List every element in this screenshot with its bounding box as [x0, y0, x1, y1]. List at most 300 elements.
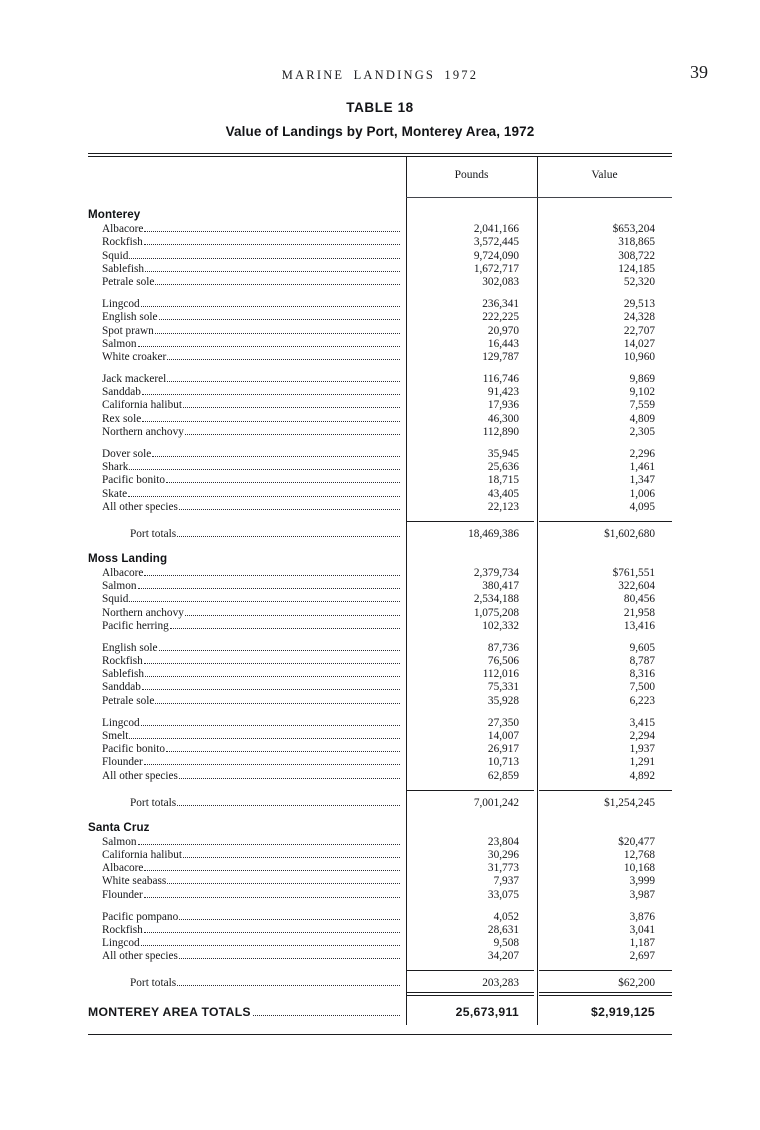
row-value-cell: 2,697 — [629, 950, 655, 963]
grand-spacer — [88, 996, 672, 1003]
row-species-label: Squid — [102, 249, 129, 262]
port-totals-label: Port totals — [130, 977, 177, 990]
row-value-cell: 1,461 — [629, 461, 655, 474]
table-row — [88, 937, 672, 950]
table-row — [88, 681, 672, 694]
row-pounds-cell: 35,945 — [487, 448, 519, 460]
column-header-value: Value — [591, 169, 618, 182]
totals-rule-value — [539, 970, 672, 971]
table-row — [88, 950, 672, 963]
totals-rule-value — [539, 521, 672, 522]
row-value-cell: 10,960 — [623, 350, 655, 363]
group-spacer — [88, 633, 672, 642]
port-name-heading: Monterey — [88, 208, 141, 222]
leader-dots — [144, 656, 400, 664]
row-species-label: California halibut — [102, 399, 182, 412]
leader-dots — [185, 608, 400, 616]
row-species-cell — [102, 911, 400, 923]
row-species-cell — [102, 276, 400, 288]
row-species-cell — [102, 607, 400, 619]
leader-dots — [167, 352, 400, 360]
grand-total-label: MONTEREY AREA TOTALS — [88, 1005, 251, 1020]
leader-dots — [253, 1008, 400, 1016]
row-species-cell — [102, 620, 400, 632]
table-row — [88, 593, 672, 606]
row-species-label: Petrale sole — [102, 275, 155, 288]
row-value-cell: 1,291 — [629, 756, 655, 769]
leader-dots — [144, 890, 400, 898]
row-pounds-cell: 102,332 — [482, 619, 519, 632]
leader-dots — [177, 979, 400, 987]
leader-dots — [142, 414, 400, 422]
leader-dots — [185, 427, 400, 435]
row-value-cell: $653,204 — [612, 223, 655, 236]
row-value-cell: 22,707 — [623, 324, 655, 337]
row-value-cell: 9,869 — [629, 373, 655, 386]
row-value-cell: 3,876 — [629, 910, 655, 923]
row-value-cell: 14,027 — [623, 337, 655, 350]
row-species-label: Squid — [102, 593, 129, 606]
table-row — [88, 461, 672, 474]
row-species-label: Northern anchovy — [102, 606, 184, 619]
totals-rule-value — [539, 790, 672, 791]
row-species-label: Pacific pompano — [102, 910, 179, 923]
row-species-label: White seabass — [102, 875, 167, 888]
row-species-cell — [102, 756, 400, 768]
table-row — [88, 862, 672, 875]
row-value-cell: 12,768 — [623, 848, 655, 861]
grand-rule-pounds — [406, 992, 534, 996]
row-value-cell: 3,041 — [629, 923, 655, 936]
row-pounds-cell: 35,928 — [487, 694, 519, 707]
row-species-cell — [102, 668, 400, 680]
row-pounds-cell: 87,736 — [487, 641, 519, 654]
row-species-cell — [102, 770, 400, 782]
leader-dots — [142, 387, 400, 395]
port-totals-pounds: 203,283 — [482, 977, 519, 990]
table-row — [88, 756, 672, 769]
row-species-cell — [102, 236, 400, 248]
row-pounds-cell: 75,331 — [487, 681, 519, 694]
row-species-label: Spot prawn — [102, 324, 154, 337]
table-row — [88, 276, 672, 289]
table-row — [88, 849, 672, 862]
running-head: MARINE LANDINGS 1972 — [281, 68, 479, 82]
port-totals-row — [88, 528, 672, 543]
leader-dots — [129, 731, 400, 739]
leader-dots — [129, 462, 400, 470]
row-species-cell — [102, 298, 400, 310]
row-pounds-cell: 20,970 — [487, 324, 519, 337]
row-species-cell — [102, 862, 400, 874]
row-species-cell — [102, 413, 400, 425]
leader-dots — [145, 669, 400, 677]
row-value-cell: 124,185 — [618, 262, 655, 275]
row-species-label: Albacore — [102, 566, 144, 579]
row-species-label: White croaker — [102, 350, 167, 363]
port-totals-value: $1,602,680 — [604, 527, 655, 540]
post-rule-spacer — [88, 970, 672, 977]
row-value-cell: 2,296 — [629, 448, 655, 460]
row-species-cell — [102, 849, 400, 861]
row-pounds-cell: 31,773 — [487, 862, 519, 875]
row-pounds-cell: 91,423 — [487, 386, 519, 399]
table-row — [88, 351, 672, 364]
table-row — [88, 338, 672, 351]
port-totals-pounds: 18,469,386 — [468, 527, 519, 540]
row-value-cell: 2,294 — [629, 730, 655, 742]
row-species-cell — [102, 461, 400, 473]
row-pounds-cell: 23,804 — [487, 835, 519, 848]
table-row — [88, 717, 672, 730]
row-species-label: All other species — [102, 500, 178, 513]
row-species-cell — [102, 836, 400, 848]
row-species-cell — [102, 250, 400, 262]
row-species-cell — [102, 655, 400, 667]
table-row — [88, 250, 672, 263]
row-value-cell: 8,316 — [629, 668, 655, 681]
row-species-cell — [102, 937, 400, 949]
row-value-cell: 1,006 — [629, 487, 655, 500]
table-number: TABLE 18 — [346, 100, 414, 115]
row-value-cell: 80,456 — [623, 593, 655, 606]
grand-total-pounds: 25,673,911 — [455, 1005, 519, 1020]
row-species-label: Jack mackerel — [102, 373, 167, 386]
row-species-label: Pacific bonito — [102, 743, 166, 756]
row-species-label: English sole — [102, 311, 158, 324]
row-species-cell — [102, 426, 400, 438]
table-row — [88, 695, 672, 708]
row-value-cell: 322,604 — [618, 580, 655, 593]
leader-dots — [179, 502, 400, 510]
table-row — [88, 426, 672, 439]
row-species-cell — [102, 223, 400, 235]
leader-dots — [166, 476, 400, 484]
row-value-cell: 1,347 — [629, 474, 655, 487]
table-row — [88, 474, 672, 487]
totals-rule-pounds — [406, 970, 534, 971]
row-species-cell — [102, 580, 400, 592]
group-spacer — [88, 364, 672, 373]
port-totals-label: Port totals — [130, 527, 177, 540]
row-species-cell — [102, 325, 400, 337]
row-species-label: Rockfish — [102, 923, 143, 936]
row-species-cell — [102, 373, 400, 385]
leader-dots — [155, 326, 400, 334]
post-rule-spacer — [88, 521, 672, 528]
row-species-label: Albacore — [102, 862, 144, 875]
leader-dots — [128, 489, 400, 497]
row-pounds-cell: 236,341 — [482, 298, 519, 311]
row-pounds-cell: 25,636 — [487, 461, 519, 474]
row-pounds-cell: 112,016 — [482, 668, 519, 681]
row-species-label: Skate — [102, 487, 128, 500]
leader-dots — [141, 938, 400, 946]
table-row — [88, 924, 672, 937]
leader-dots — [138, 837, 400, 845]
leader-dots — [159, 313, 400, 321]
table-row — [88, 889, 672, 902]
table-row — [88, 655, 672, 668]
leader-dots — [144, 224, 400, 232]
row-pounds-cell: 26,917 — [487, 743, 519, 756]
port-totals-value: $62,200 — [618, 977, 655, 990]
row-species-cell — [102, 717, 400, 729]
row-species-cell — [102, 501, 400, 513]
row-species-cell — [102, 875, 400, 887]
port-totals-row — [88, 977, 672, 992]
row-species-label: Salmon — [102, 835, 137, 848]
leader-dots — [155, 277, 400, 285]
leader-dots — [167, 877, 400, 885]
table-header-row — [88, 157, 672, 198]
leader-dots — [183, 401, 400, 409]
leader-dots — [138, 339, 400, 347]
table-bottom-rule — [88, 1034, 672, 1035]
row-pounds-cell: 4,052 — [493, 910, 519, 923]
row-pounds-cell: 129,787 — [482, 350, 519, 363]
row-pounds-cell: 46,300 — [487, 412, 519, 425]
leader-dots — [179, 951, 400, 959]
leader-dots — [144, 925, 400, 933]
leader-dots — [159, 643, 400, 651]
row-value-cell: 308,722 — [618, 249, 655, 262]
row-species-cell — [102, 730, 400, 742]
leader-dots — [166, 744, 400, 752]
row-pounds-cell: 10,713 — [487, 756, 519, 769]
port-name-heading: Moss Landing — [88, 551, 168, 565]
leader-dots — [167, 374, 400, 382]
row-pounds-cell: 33,075 — [487, 888, 519, 901]
row-species-label: Salmon — [102, 337, 137, 350]
row-value-cell: 4,892 — [629, 769, 655, 782]
row-pounds-cell: 2,379,734 — [473, 566, 519, 579]
table-row — [88, 875, 672, 888]
row-value-cell: 8,787 — [629, 655, 655, 668]
row-species-label: Dover sole — [102, 448, 152, 460]
port-totals-pounds: 7,001,242 — [473, 796, 519, 809]
row-species-label: California halibut — [102, 848, 182, 861]
row-species-label: All other species — [102, 950, 178, 963]
table-title: Value of Landings by Port, Monterey Area, 1972 — [225, 124, 535, 139]
table-row — [88, 311, 672, 324]
port-name-heading: Santa Cruz — [88, 820, 150, 834]
leader-dots — [129, 595, 400, 603]
row-species-cell — [102, 681, 400, 693]
row-pounds-cell: 222,225 — [482, 311, 519, 324]
table-row — [88, 263, 672, 276]
row-pounds-cell: 9,724,090 — [473, 249, 519, 262]
grand-total-rules — [88, 992, 672, 996]
table-row — [88, 488, 672, 501]
row-pounds-cell: 1,672,717 — [473, 262, 519, 275]
row-value-cell: 4,095 — [629, 500, 655, 513]
group-spacer — [88, 708, 672, 717]
row-pounds-cell: 3,572,445 — [473, 236, 519, 249]
row-value-cell: 10,168 — [623, 862, 655, 875]
table-row — [88, 413, 672, 426]
leader-dots — [144, 758, 400, 766]
table-row — [88, 501, 672, 514]
row-value-cell: 29,513 — [623, 298, 655, 311]
table-row — [88, 448, 672, 461]
row-value-cell: 6,223 — [629, 694, 655, 707]
grand-total-row — [88, 1003, 672, 1023]
row-value-cell: 52,320 — [623, 275, 655, 288]
row-pounds-cell: 34,207 — [487, 950, 519, 963]
grand-rule-value — [539, 992, 672, 996]
leader-dots — [129, 251, 400, 259]
totals-rule-pounds — [406, 521, 534, 522]
table-row — [88, 373, 672, 386]
totals-spacer — [88, 514, 672, 521]
row-species-label: Sanddab — [102, 386, 141, 399]
table-row — [88, 298, 672, 311]
row-value-cell: 13,416 — [623, 619, 655, 632]
group-spacer — [88, 902, 672, 911]
row-species-label: Rex sole — [102, 412, 142, 425]
after-port-spacer — [88, 812, 672, 821]
row-species-label: Sanddab — [102, 681, 141, 694]
row-value-cell: $20,477 — [618, 835, 655, 848]
leader-dots — [170, 621, 400, 629]
row-pounds-cell: 62,859 — [487, 769, 519, 782]
row-value-cell: 24,328 — [623, 311, 655, 324]
row-species-cell — [102, 386, 400, 398]
row-species-label: Flounder — [102, 756, 143, 769]
table-row — [88, 620, 672, 633]
row-species-cell — [102, 311, 400, 323]
row-value-cell: 7,500 — [629, 681, 655, 694]
row-species-cell — [102, 950, 400, 962]
row-species-cell — [102, 567, 400, 579]
table-caption — [0, 100, 760, 139]
table-row — [88, 325, 672, 338]
row-pounds-cell: 7,937 — [493, 875, 519, 888]
row-value-cell: 3,987 — [629, 888, 655, 901]
row-pounds-cell: 43,405 — [487, 487, 519, 500]
row-value-cell: 9,102 — [629, 386, 655, 399]
totals-spacer — [88, 963, 672, 970]
row-pounds-cell: 380,417 — [482, 580, 519, 593]
table-row — [88, 911, 672, 924]
row-value-cell: 21,958 — [623, 606, 655, 619]
row-species-label: Albacore — [102, 223, 144, 236]
table-row — [88, 236, 672, 249]
table-body — [88, 198, 672, 1025]
row-value-cell: 3,999 — [629, 875, 655, 888]
row-pounds-cell: 302,083 — [482, 275, 519, 288]
leader-dots — [144, 238, 400, 246]
table-row — [88, 836, 672, 849]
port-totals-label-cell — [130, 797, 400, 809]
column-header-pounds: Pounds — [454, 169, 489, 182]
leader-dots — [138, 581, 400, 589]
leader-dots — [152, 449, 400, 457]
row-species-label: Rockfish — [102, 236, 143, 249]
page-number: 39 — [690, 62, 708, 82]
row-pounds-cell: 1,075,208 — [473, 606, 519, 619]
row-value-cell: $761,551 — [612, 566, 655, 579]
table-row — [88, 743, 672, 756]
row-species-label: Shark — [102, 461, 129, 474]
port-totals-label-cell — [130, 977, 400, 989]
row-value-cell: 4,809 — [629, 412, 655, 425]
post-rule-spacer — [88, 790, 672, 797]
table-row — [88, 223, 672, 236]
row-species-cell — [102, 593, 400, 605]
row-species-cell — [102, 448, 400, 460]
row-pounds-cell: 2,041,166 — [473, 223, 519, 236]
row-species-cell — [102, 488, 400, 500]
row-species-label: Northern anchovy — [102, 425, 184, 438]
group-spacer — [88, 439, 672, 448]
row-pounds-cell: 9,508 — [493, 937, 519, 950]
row-pounds-cell: 17,936 — [487, 399, 519, 412]
table-row — [88, 399, 672, 412]
row-species-label: Pacific herring — [102, 619, 169, 632]
row-species-label: All other species — [102, 769, 178, 782]
leader-dots — [144, 863, 400, 871]
row-pounds-cell: 76,506 — [487, 655, 519, 668]
row-species-label: Lingcod — [102, 716, 140, 729]
leader-dots — [179, 912, 400, 920]
row-species-cell — [102, 263, 400, 275]
leader-dots — [141, 299, 400, 307]
row-species-label: Sablefish — [102, 668, 145, 681]
row-pounds-cell: 22,123 — [487, 500, 519, 513]
row-species-label: Petrale sole — [102, 694, 155, 707]
row-species-label: Flounder — [102, 888, 143, 901]
row-value-cell: 2,305 — [629, 425, 655, 438]
row-pounds-cell: 30,296 — [487, 848, 519, 861]
row-species-label: Rockfish — [102, 655, 143, 668]
row-pounds-cell: 112,890 — [482, 425, 519, 438]
row-pounds-cell: 27,350 — [487, 716, 519, 729]
port-totals-label: Port totals — [130, 796, 177, 809]
group-spacer — [88, 289, 672, 298]
leader-dots — [142, 683, 400, 691]
leader-dots — [177, 529, 400, 537]
leader-dots — [179, 771, 400, 779]
table-row — [88, 730, 672, 743]
row-value-cell: 1,187 — [629, 937, 655, 950]
row-species-cell — [102, 695, 400, 707]
grand-total-label-cell — [88, 1005, 400, 1019]
row-species-cell — [102, 338, 400, 350]
row-species-cell — [102, 924, 400, 936]
row-species-label: Sablefish — [102, 262, 145, 275]
totals-rule-pounds — [406, 790, 534, 791]
leader-dots — [155, 696, 400, 704]
row-species-cell — [102, 399, 400, 411]
leader-dots — [141, 718, 400, 726]
row-pounds-cell: 2,534,188 — [473, 593, 519, 606]
leader-dots — [145, 264, 400, 272]
row-species-label: Smelt — [102, 730, 129, 742]
grand-total-value: $2,919,125 — [591, 1005, 655, 1020]
port-totals-value: $1,254,245 — [604, 796, 655, 809]
row-species-label: Salmon — [102, 580, 137, 593]
row-pounds-cell: 16,443 — [487, 337, 519, 350]
row-value-cell: 3,415 — [629, 716, 655, 729]
port-totals-row — [88, 797, 672, 812]
row-value-cell: 318,865 — [618, 236, 655, 249]
row-species-label: Pacific bonito — [102, 474, 166, 487]
table-row — [88, 668, 672, 681]
row-species-label: English sole — [102, 641, 158, 654]
row-species-cell — [102, 642, 400, 654]
